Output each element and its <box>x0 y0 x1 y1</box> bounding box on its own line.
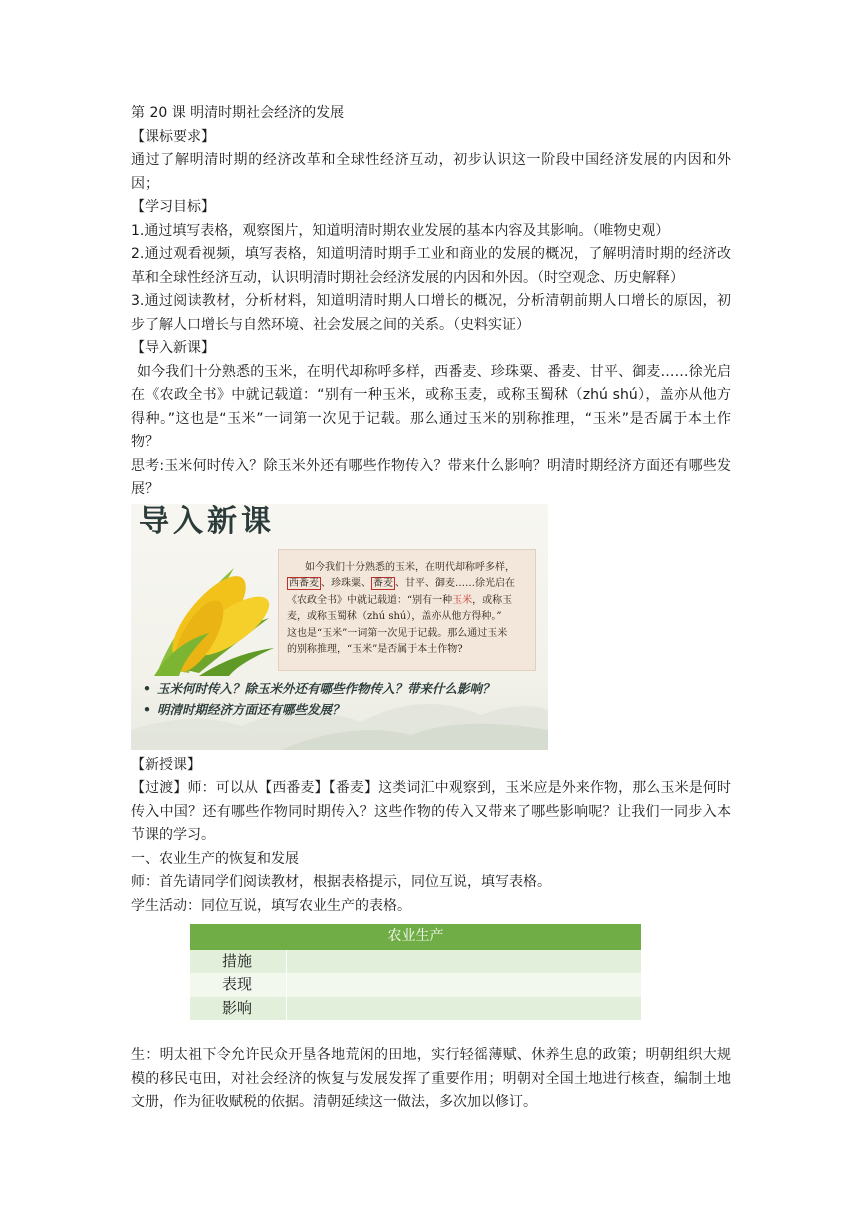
intro-slide-image <box>131 504 548 750</box>
lesson-title: 第 20 课 明清时期社会经济的发展 <box>131 105 345 121</box>
teacher-text: 师：首先请同学们阅读教材，根据表格提示，同位互说，填写表格。 <box>131 874 551 890</box>
slide-line-3: 《农政全书》中就记载道：“别有一种玉米，或称玉 <box>287 594 513 606</box>
slide-bullet-2: • 明清时期经济方面还有哪些发展？ <box>143 699 543 720</box>
slide-bullets <box>143 678 543 720</box>
slide-bullet-1: • 玉米何时传入？除玉米外还有哪些作物传入？带来什么影响？ <box>143 678 543 699</box>
slide-text-box <box>278 549 536 671</box>
slide-line-4: 麦，或称玉蜀秫（zhú shú），盖亦从他方得种。” <box>287 611 502 622</box>
table-header: 农业生产 <box>190 924 641 950</box>
heading-standard: 【课标要求】 <box>131 128 215 145</box>
slide-line-5: 这也是“玉米”一词第一次见于记载。那么通过玉米 <box>287 627 508 639</box>
goal-3: 3.通过阅读教材，分析材料，知道明清时期人口增长的概况，分析清朝前期人口增长的原因，初步了解人口增长与自然环境、社会发展之间的关系。（史料实证） <box>131 293 731 333</box>
table-row <box>190 997 641 1021</box>
row-label-performance: 表现 <box>190 973 287 997</box>
student-answer-text: 生：明太祖下令允许民众开垦各地荒闲的田地，实行轻徭薄赋、休养生息的政策；明朝组织大规模的移民屯田，对社会经济的恢复与发展发挥了重要作用；明朝对全国土地进行核查，编制土地文册，作为征收赋税的依据。清朝延续这一做法，多次加以修订。 <box>131 1047 731 1110</box>
section-1-title: 一、农业生产的恢复和发展 <box>131 850 299 867</box>
row-value-performance[interactable] <box>287 973 642 997</box>
think-text: 思考:玉米何时传入？除玉米外还有哪些作物传入？带来什么影响？明清时期经济方面还有哪些发展？ <box>131 457 731 497</box>
row-value-impact[interactable] <box>287 997 642 1021</box>
highlight-xifanmai: 西番麦 <box>289 578 319 589</box>
slide-line-6: 的别称推理，“玉米”是否属于本土作物? <box>287 644 463 655</box>
heading-intro: 【导入新课】 <box>131 340 215 356</box>
heading-goals: 【学习目标】 <box>131 199 215 215</box>
intro-text: 如今我们十分熟悉的玉米，在明代却称呼多样，西番麦、珍珠粟、番麦、甘平、御麦……徐光启在《农政全书》中就记载道：“别有一种玉米，或称玉麦，或称玉蜀秫（zhú shú），盖亦从他方得种。”这也是“玉米”一词第一次见于记载。那么通过玉米的别称推理，“玉米”是否属于本土作物？ <box>131 363 731 450</box>
table-row <box>190 950 641 974</box>
goal-2: 2.通过观看视频，填写表格，知道明清时期手工业和商业的发展的概况，了解明清时期的经济改革和全球性经济互动，认识明清时期社会经济发展的内因和外因。（时空观念、历史解释） <box>131 246 731 286</box>
slide-line-1: 如今我们十分熟悉的玉米，在明代却称呼多样， <box>305 561 515 573</box>
goal-1: 1.通过填写表格，观察图片，知道明清时期农业发展的基本内容及其影响。（唯物史观） <box>131 222 670 239</box>
highlight-yumi: 玉米 <box>452 594 473 606</box>
row-label-measures: 措施 <box>190 950 287 974</box>
document-body <box>131 102 731 1115</box>
agriculture-table <box>190 924 641 1020</box>
row-label-impact: 影响 <box>190 997 287 1021</box>
slide-title: 导入新课 <box>139 503 275 539</box>
row-value-measures[interactable] <box>287 950 642 974</box>
corn-illustration-icon <box>139 548 279 678</box>
standard-text: 通过了解明清时期的经济改革和全球性经济互动，初步认识这一阶段中国经济发展的内因和外因； <box>131 152 731 192</box>
table-row <box>190 973 641 997</box>
slide-line-2: 西番麦 、珍珠粟、 番麦 、甘平、御麦……徐光启在 <box>289 578 515 589</box>
activity-text: 学生活动：同位互说，填写农业生产的表格。 <box>131 897 411 914</box>
transition-text: 【过渡】师：可以从【西番麦】【番麦】这类词汇中观察到，玉米应是外来作物，那么玉米是何时传入中国？还有哪些作物同时期传入？这些作物的传入又带来了哪些影响呢？让我们一同步入本节课的学习。 <box>131 780 731 843</box>
highlight-fanmai: 番麦 <box>373 578 393 589</box>
heading-new-lesson: 【新授课】 <box>131 756 201 773</box>
